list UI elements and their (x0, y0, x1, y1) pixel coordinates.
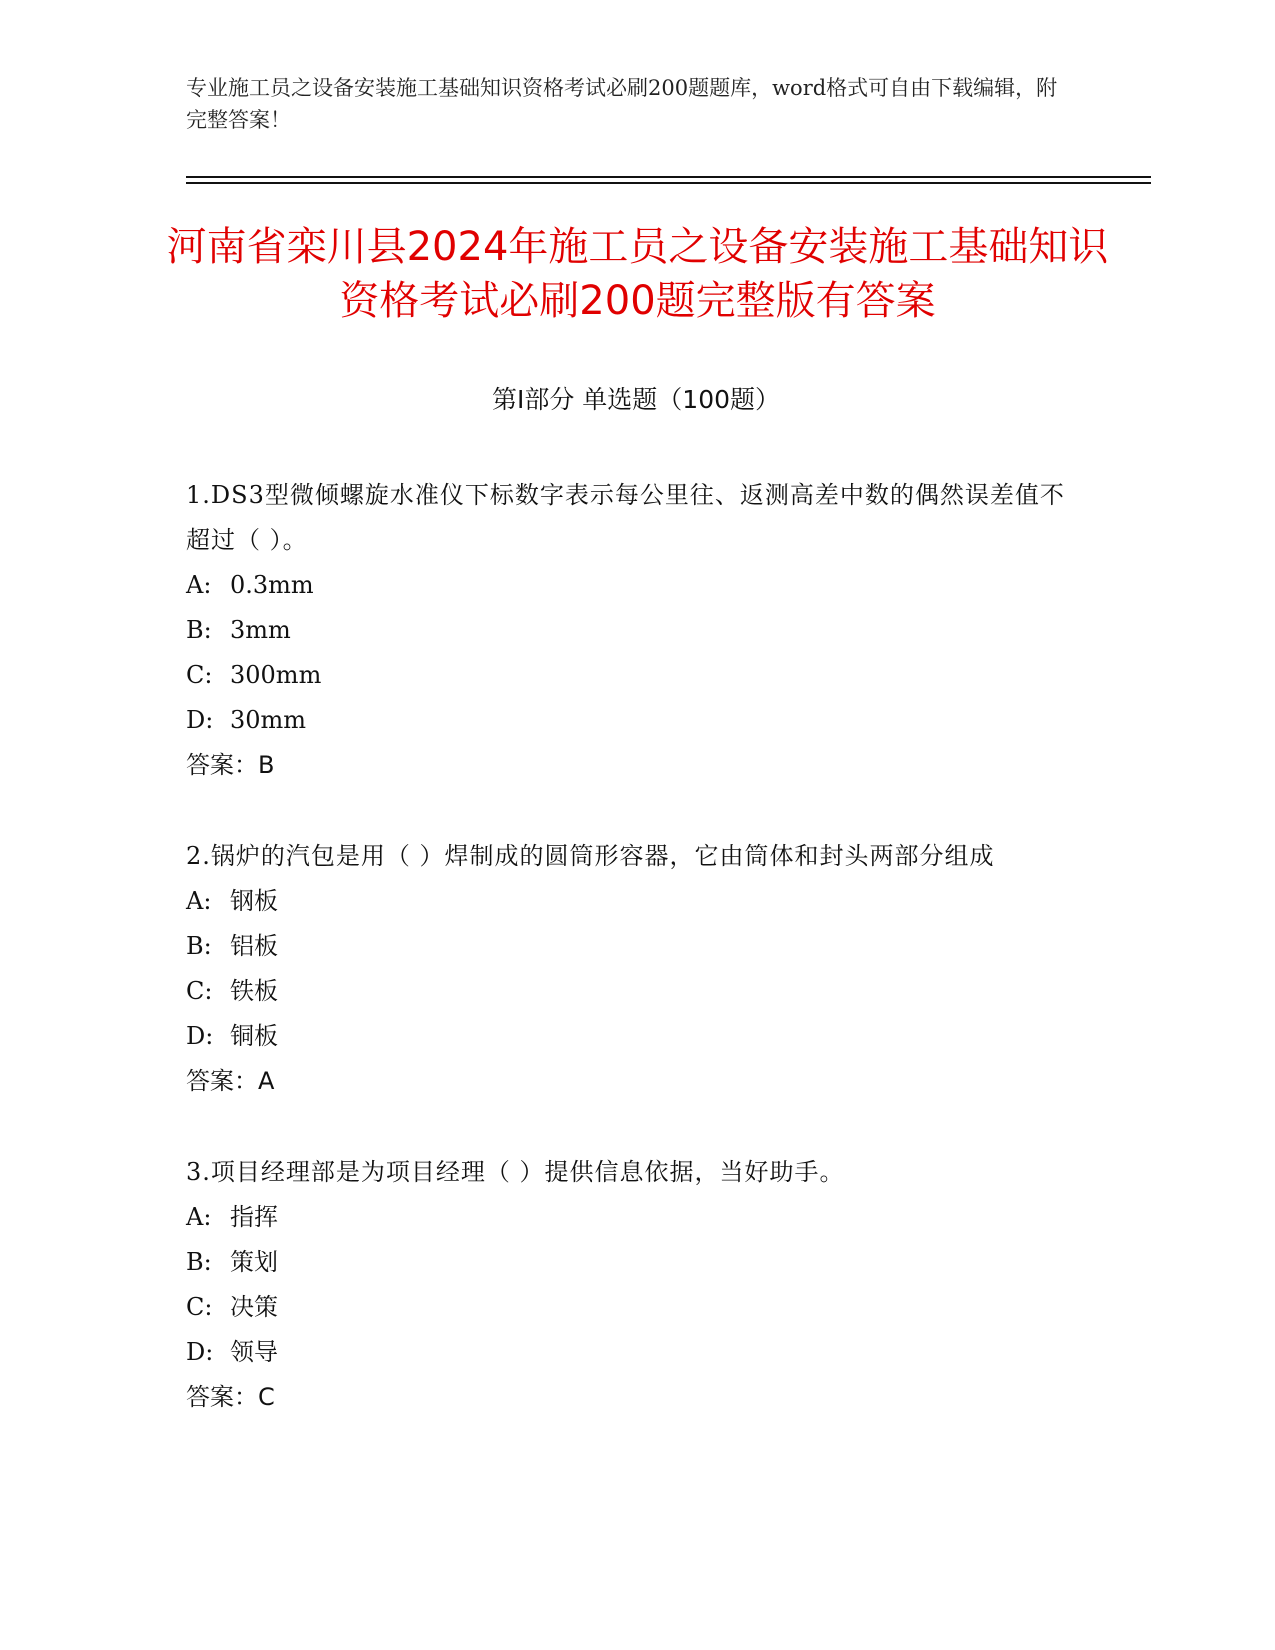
option-letter: C: (186, 1293, 213, 1321)
question-stem: 1.DS3型微倾螺旋水准仪下标数字表示每公里往、返测高差中数的偶然误差值不超过（ ）。 (186, 481, 1065, 554)
option-d (186, 1330, 1076, 1375)
answer-line: 答案：C (186, 1383, 275, 1411)
option-letter: A: (186, 571, 212, 599)
option-c (186, 969, 1076, 1014)
question-stem: 3.项目经理部是为项目经理（ ）提供信息依据，当好助手。 (186, 1158, 845, 1186)
option-c (186, 653, 1076, 698)
option-text: 0.3mm (230, 571, 314, 599)
option-letter: D: (186, 1338, 214, 1366)
option-text: 铜板 (230, 1022, 278, 1050)
option-letter: B: (186, 1248, 212, 1276)
question-item (186, 834, 1076, 1104)
option-text: 领导 (230, 1338, 278, 1366)
option-a (186, 879, 1076, 924)
option-text: 30mm (230, 706, 307, 734)
option-d (186, 1014, 1076, 1059)
option-text: 指挥 (230, 1203, 278, 1231)
option-text: 钢板 (230, 887, 278, 915)
option-letter: B: (186, 932, 212, 960)
question-item (186, 1150, 1076, 1420)
option-text: 铝板 (230, 932, 278, 960)
header-divider-top (186, 176, 1151, 178)
header-note: 专业施工员之设备安装施工基础知识资格考试必刷200题题库，word格式可自由下载编辑，附完整答案！ (186, 76, 1058, 132)
option-text: 3mm (230, 616, 291, 644)
option-letter: C: (186, 661, 213, 689)
section-heading: 第Ⅰ部分 单选题（100题） (491, 385, 781, 414)
option-letter: D: (186, 706, 214, 734)
option-letter: D: (186, 1022, 214, 1050)
option-c (186, 1285, 1076, 1330)
document-title: 河南省栾川县2024年施工员之设备安装施工基础知识资格考试必刷200题完整版有答案 (166, 224, 1109, 324)
option-a (186, 1195, 1076, 1240)
question-stem: 2.锅炉的汽包是用（ ）焊制成的圆筒形容器，它由筒体和封头两部分组成 (186, 842, 995, 870)
option-letter: C: (186, 977, 213, 1005)
header-divider-bottom (186, 182, 1151, 184)
option-text: 策划 (230, 1248, 278, 1276)
option-letter: A: (186, 1203, 212, 1231)
question-item (186, 473, 1076, 788)
option-text: 300mm (230, 661, 322, 689)
answer-line: 答案：A (186, 1067, 275, 1095)
option-text: 决策 (230, 1293, 278, 1321)
option-d (186, 698, 1076, 743)
option-letter: B: (186, 616, 212, 644)
option-text: 铁板 (230, 977, 278, 1005)
option-b (186, 924, 1076, 969)
option-a (186, 563, 1076, 608)
question-list (186, 473, 1076, 1466)
option-b (186, 1240, 1076, 1285)
answer-line: 答案：B (186, 751, 275, 779)
option-letter: A: (186, 887, 212, 915)
option-b (186, 608, 1076, 653)
